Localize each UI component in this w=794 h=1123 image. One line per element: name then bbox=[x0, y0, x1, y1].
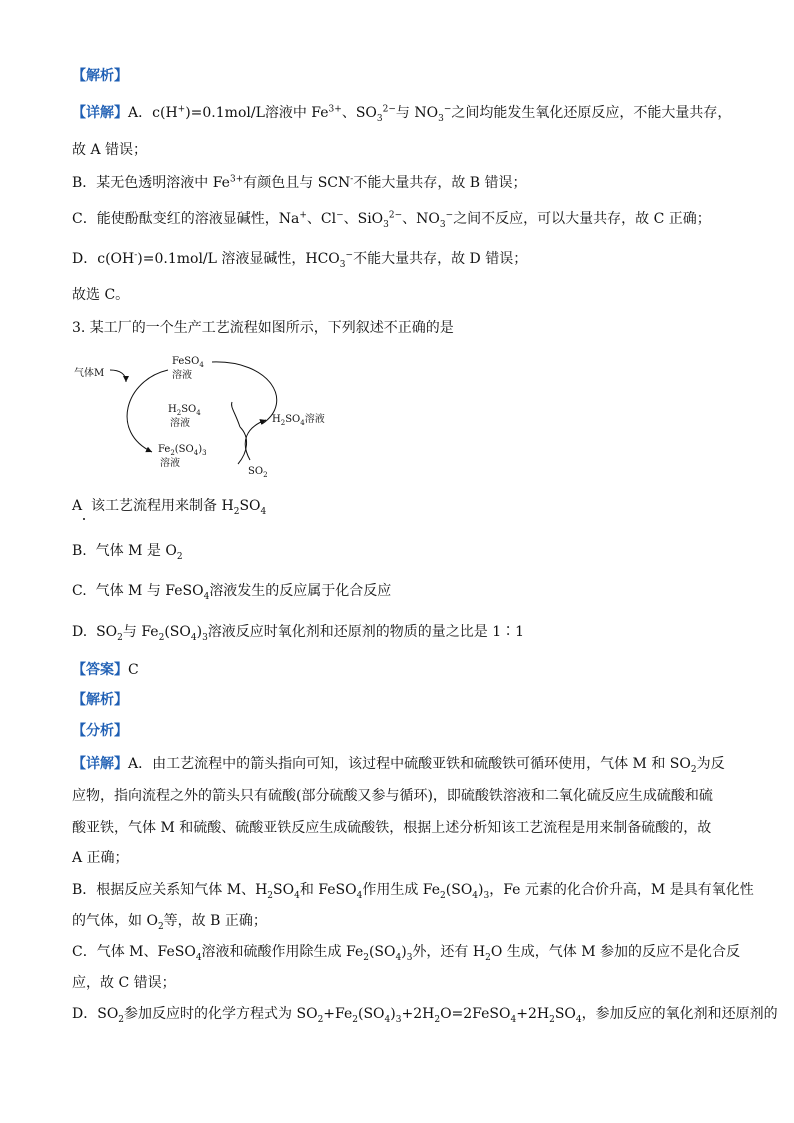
detail-para-c2: 应，故 C 错误； bbox=[72, 975, 176, 991]
conclusion-line: 故选 C。 bbox=[72, 287, 130, 303]
h2so4-solution-label: 溶液 bbox=[170, 418, 190, 429]
feso4-solution-label: 溶液 bbox=[172, 370, 192, 381]
detail-para-a2: 应物，指向流程之外的箭头只有硫酸(部分硫酸又参与循环)，即硫酸铁溶液和二氧化硫反应生成硫酸和硫 bbox=[72, 788, 713, 804]
detail-para-a1: 【详解】A．由工艺流程中的箭头指向可知，该过程中硫酸亚铁和硫酸铁可循环使用，气体 M 和 $SO_2$为反 bbox=[72, 756, 725, 775]
cycle-arc-right bbox=[212, 362, 277, 424]
h2so4-label: $H_2SO_4$ bbox=[168, 404, 201, 417]
detail-line-b: B．某无色透明溶液中 $Fe^{3+}$有颜色且与 SCN-不能大量共存，故 B 错误； bbox=[72, 174, 527, 191]
detail-para-b1: B．根据反应关系知气体 M、$H_2SO_4$和 FeSO$_4$作用生成 $Fe_2(SO_4)_3$，Fe 元素的化合价升高，M 是具有氧化性 bbox=[72, 882, 754, 901]
detail-line-a: 【详解】A．c(H+)=0.1mol/L溶液中 $Fe^{3+}$、$SO_3^{2-}$与 $NO_3^-$之间均能发生氧化还原反应，不能大量共存， bbox=[72, 104, 732, 124]
cycle-arc-left bbox=[127, 370, 168, 452]
option-b: B. 气体 M 是 $O_2$ bbox=[72, 543, 183, 562]
analysis-heading-2: 【解析】 bbox=[72, 692, 128, 708]
process-flow-diagram bbox=[70, 352, 370, 482]
gas-m-arrow bbox=[110, 370, 126, 382]
detail-para-a3: 酸亚铁，气体 M 和硫酸、硫酸亚铁反应生成硫酸铁，根据上述分析知该工艺流程是用来制备硫酸的，故 bbox=[72, 820, 712, 836]
question-stem: 3. 某工厂的一个生产工艺流程如图所示，下列叙述不正确的是 bbox=[72, 320, 454, 336]
option-a: A 该工艺流程用来制备 $H_2SO_4$ bbox=[72, 498, 267, 517]
h2so4-out-label: $H_2SO_4$溶液 bbox=[272, 414, 325, 427]
option-d: D. $SO_2$与 $Fe_2(SO_4)_3$溶液反应时氧化剂和还原剂的物质的量之比是 1∶1 bbox=[72, 624, 525, 643]
detail-line-a2: 故 A 错误； bbox=[72, 142, 148, 158]
detail-para-b2: 的气体，如 $O_2$等，故 B 正确； bbox=[72, 913, 267, 932]
detail-para-d1: D．$SO_2$参加反应时的化学方程式为 $SO_2+Fe_2(SO_4)_3+2H_2O=2FeSO_4+2H_2SO_4$，参加反应的氧化剂和还原剂的 bbox=[72, 1006, 778, 1025]
option-c: C. 气体 M 与 FeSO$_4$溶液发生的反应属于化合反应 bbox=[72, 583, 392, 602]
so2-arrow bbox=[245, 420, 266, 460]
detail-line-c: C．能使酚酞变红的溶液显碱性，Na+、Cl−、SiO$_3^{2-}$、$NO_3^-$之间不反应，可以大量共存，故 C 正确； bbox=[72, 210, 711, 230]
fenxi-heading: 【分析】 bbox=[72, 723, 128, 739]
detail-para-c1: C．气体 M、FeSO$_4$溶液和硫酸作用除生成 $Fe_2(SO_4)_3$外，还有 $H_2O$ 生成，气体 M 参加的反应不是化合反 bbox=[72, 944, 741, 963]
feso4-label: FeSO$_4$ bbox=[172, 356, 204, 369]
detail-para-a4: A 正确； bbox=[72, 850, 129, 866]
option-a-dot bbox=[83, 518, 85, 520]
h2so4-out-arrow bbox=[232, 402, 240, 427]
fe2so43-label: $Fe_2(SO_4)_3$ bbox=[158, 444, 207, 457]
analysis-heading: 【解析】 bbox=[72, 68, 128, 84]
answer-line: 【答案】C bbox=[72, 662, 139, 678]
fe2so43-solution-label: 溶液 bbox=[160, 458, 180, 469]
detail-line-d: D．c(OH-)=0.1mol/L 溶液显碱性，$HCO_3^-$不能大量共存，故 D 错误； bbox=[72, 250, 528, 270]
so2-label: $SO_2$ bbox=[248, 466, 268, 479]
gas-m-label: 气体M bbox=[74, 368, 105, 379]
